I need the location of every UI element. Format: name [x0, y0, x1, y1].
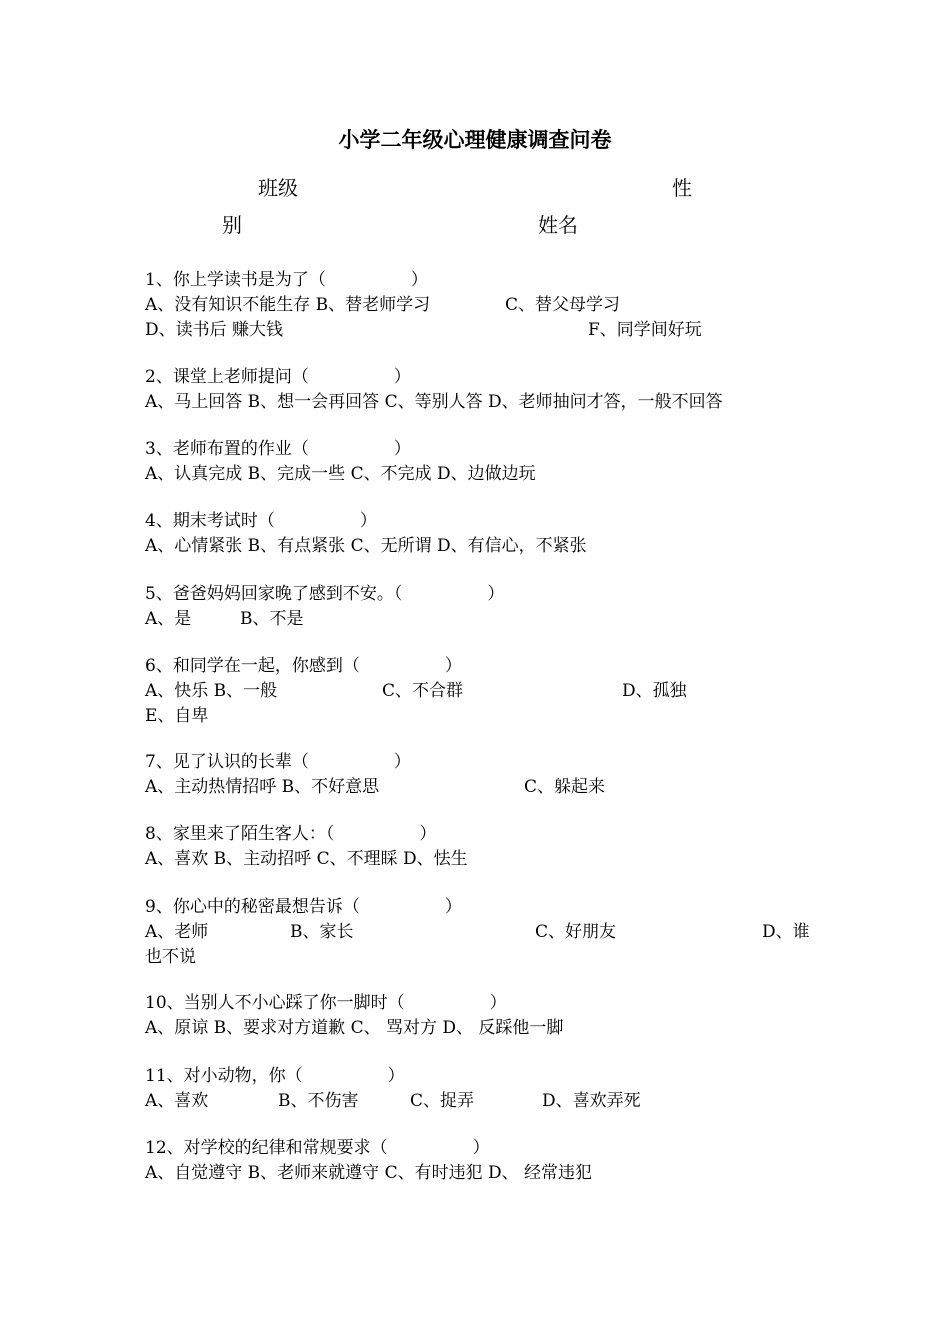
answer-option: D、孤独 — [622, 681, 687, 701]
answer-option: C、替父母学习 — [505, 295, 621, 315]
answer-option: A、喜欢 — [145, 1091, 209, 1111]
answer-option: A、快乐 B、一般 — [145, 681, 278, 701]
answer-option: A、没有知识不能生存 B、替老师学习 — [145, 295, 431, 315]
answer-option: A、是 — [145, 609, 192, 629]
answer-option: A、认真完成 B、完成一些 C、不完成 D、边做边玩 — [145, 464, 536, 484]
question-prompt: 8、家里来了陌生客人：（ ） — [145, 824, 437, 844]
answer-option: A、主动热情招呼 B、不好意思 — [145, 777, 380, 797]
question-prompt: 11、对小动物，你（ ） — [145, 1066, 405, 1086]
question-prompt: 5、爸爸妈妈回家晚了感到不安。（ ） — [145, 584, 505, 604]
name-label: 姓名 — [538, 213, 578, 237]
answer-option: C、躲起来 — [524, 777, 606, 797]
answer-option: A、原谅 B、要求对方道歉 C、 骂对方 D、 反踩他一脚 — [145, 1018, 564, 1038]
question-prompt: 12、对学校的纪律和常规要求（ ） — [145, 1138, 490, 1158]
answer-option: F、同学间好玩 — [588, 320, 702, 340]
question-prompt: 6、和同学在一起，你感到（ ） — [145, 656, 462, 676]
answer-option: C、捉弄 — [410, 1091, 475, 1111]
question-prompt: 7、见了认识的长辈（ ） — [145, 752, 411, 772]
answer-option: D、喜欢弄死 — [542, 1091, 641, 1111]
question-prompt: 2、课堂上老师提问（ ） — [145, 367, 411, 387]
question-prompt: 4、期末考试时（ ） — [145, 511, 377, 531]
answer-option: A、马上回答 B、想一会再回答 C、等别人答 D、老师抽问才答，一般不回答 — [145, 392, 723, 412]
answer-option: B、不伤害 — [278, 1091, 359, 1111]
question-prompt: 1、你上学读书是为了（ ） — [145, 270, 428, 290]
question-prompt: 10、当别人不小心踩了你一脚时（ ） — [145, 993, 507, 1013]
answer-option: A、自觉遵守 B、老师来就遵守 C、有时违犯 D、 经常违犯 — [145, 1163, 593, 1183]
answer-option: C、好朋友 — [535, 922, 617, 942]
answer-option: B、不是 — [240, 609, 304, 629]
answer-option: D、谁 — [762, 922, 810, 942]
answer-option: C、不合群 — [382, 681, 464, 701]
page-title: 小学二年级心理健康调查问卷 — [338, 127, 612, 152]
answer-option: 也不说 — [145, 947, 196, 967]
question-prompt: 3、老师布置的作业（ ） — [145, 439, 411, 459]
answer-option: B、家长 — [290, 922, 354, 942]
answer-option: D、读书后 赚大钱 — [145, 320, 284, 340]
answer-option: A、喜欢 B、主动招呼 C、不理睬 D、怯生 — [145, 849, 468, 869]
gender-label-part2: 别 — [222, 213, 242, 237]
answer-option: A、老师 — [145, 922, 209, 942]
class-label: 班级 — [258, 176, 298, 200]
answer-option: E、自卑 — [145, 706, 209, 726]
answer-option: A、心情紧张 B、有点紧张 C、无所谓 D、有信心，不紧张 — [145, 536, 587, 556]
gender-label-part1: 性 — [672, 176, 692, 200]
question-prompt: 9、你心中的秘密最想告诉（ ） — [145, 897, 462, 917]
